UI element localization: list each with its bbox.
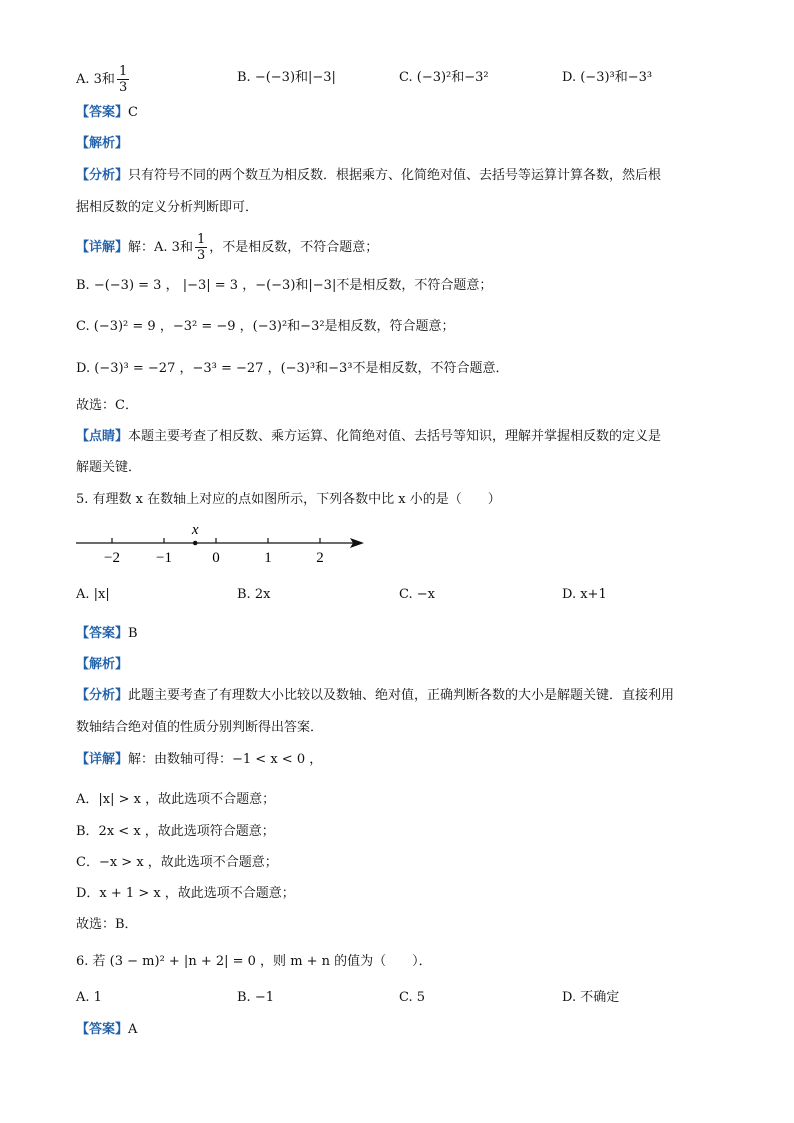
point-x	[193, 541, 198, 546]
q4-option-b: B. −(−3)和|−3|	[237, 70, 336, 85]
axis-tick-label: 1	[264, 550, 272, 566]
q4-fenxi-line1	[76, 166, 661, 186]
q4-line-d: D. (−3)³ = −27 ，−3³ = −27 ，(−3)³和−3³不是相反数，不符合题意．	[76, 361, 509, 376]
xiangjie-tag: 【详解】	[76, 752, 129, 767]
fenxi-text: 此题主要考查了有理数大小比较以及数轴、绝对值，正确判断各数的大小是解题关键．直接利用	[128, 688, 675, 703]
q4-option-c: C. (−3)²和−3²	[399, 70, 489, 85]
q4-line-c: C. (−3)² = 9 ，−3² = −9 ，(−3)²和−3²是相反数，符合题意；	[76, 319, 455, 334]
q4-fenxi-line2: 据相反数的定义分析判断即可．	[76, 200, 259, 215]
q6-question: 6. 若 (3 − m)² + |n + 2| = 0 ，则 m + n 的值为（ ）．	[76, 954, 432, 969]
q5-guxuan: 故选：B．	[76, 917, 138, 932]
q6-answer	[76, 1020, 137, 1040]
q5-line-c: C．−x > x ，故此选项不合题意；	[76, 855, 278, 870]
q4-option-a	[76, 64, 131, 95]
q5-option-c: C. −x	[399, 587, 435, 602]
answer-tag: 【答案】	[76, 105, 129, 120]
q4-dianjing-line2: 解题关键．	[76, 460, 142, 475]
answer-tag: 【答案】	[76, 626, 129, 641]
q5-option-a: A. |x|	[76, 587, 110, 602]
answer-value: A	[128, 1022, 138, 1037]
q4-guxuan: 故选：C．	[76, 398, 138, 413]
answer-value: B	[128, 626, 138, 641]
jiexi-tag: 【解析】	[76, 657, 129, 672]
q6-option-d: D. 不确定	[562, 990, 620, 1005]
q6-option-b: B. −1	[237, 990, 274, 1005]
fraction	[117, 64, 129, 95]
fenxi-text: 只有符号不同的两个数互为相反数．根据乘方、化简绝对值、去括号等运算计算各数，然后根	[128, 168, 662, 183]
jiexi-tag: 【解析】	[76, 136, 129, 151]
axis-tick-label: −1	[156, 550, 172, 566]
q5-option-b: B. 2x	[237, 587, 271, 602]
dianjing-tag: 【点睛】	[76, 429, 129, 444]
answer-tag: 【答案】	[76, 1022, 129, 1037]
fraction	[195, 232, 207, 263]
fenxi-tag: 【分析】	[76, 688, 129, 703]
xiangjie-text: 解：由数轴可得：−1 < x < 0 ，	[128, 752, 323, 767]
denominator: 3	[196, 248, 206, 263]
q5-xiangjie	[76, 750, 322, 770]
answer-value: C	[128, 105, 138, 120]
q5-fenxi-line2: 数轴结合绝对值的性质分别判断得出答案．	[76, 720, 324, 735]
q5-jiexi	[76, 655, 128, 675]
numerator: 1	[196, 232, 206, 247]
q4-jiexi	[76, 134, 128, 154]
q4-option-d: D. (−3)³和−3³	[562, 70, 653, 85]
axis-tick-label: 2	[316, 550, 324, 566]
q4-xiangjie	[76, 232, 378, 263]
xiangjie-tag: 【详解】	[76, 240, 129, 255]
q4-option-a-text: A. 3和	[76, 72, 115, 87]
q6-option-a: A. 1	[76, 990, 102, 1005]
q4-dianjing-line1	[76, 427, 661, 447]
fenxi-tag: 【分析】	[76, 168, 129, 183]
q5-line-d: D．x + 1 > x ，故此选项不合题意；	[76, 886, 295, 901]
q4-line-b: B. −(−3) = 3 ， |−3| = 3 ，−(−3)和|−3|不是相反数，不符合题意；	[76, 278, 493, 293]
dianjing-text: 本题主要考查了相反数、乘方运算、化简绝对值、去括号等知识，理解并掌握相反数的定义是	[128, 429, 662, 444]
axis-tick-label: −2	[104, 550, 120, 566]
xiangjie-text: 解：A. 3和	[128, 240, 193, 255]
q5-question: 5. 有理数 x 在数轴上对应的点如图所示，下列各数中比 x 小的是（ ）	[76, 492, 501, 507]
denominator: 3	[118, 80, 128, 95]
q5-fenxi-line1	[76, 686, 674, 706]
q5-line-b: B．2x < x ，故此选项符合题意；	[76, 824, 275, 839]
axis-tick-label: 0	[212, 550, 220, 566]
q4-answer	[76, 103, 138, 123]
q5-option-d: D. x+1	[562, 587, 607, 602]
point-label: x	[191, 522, 199, 538]
number-line	[70, 518, 380, 572]
q5-line-a: A．|x| > x ，故此选项不合题意；	[76, 792, 276, 807]
q5-answer	[76, 624, 138, 644]
numerator: 1	[118, 64, 128, 79]
q6-option-c: C. 5	[399, 990, 426, 1005]
xiangjie-suffix: ，不是相反数，不符合题意；	[209, 240, 379, 255]
